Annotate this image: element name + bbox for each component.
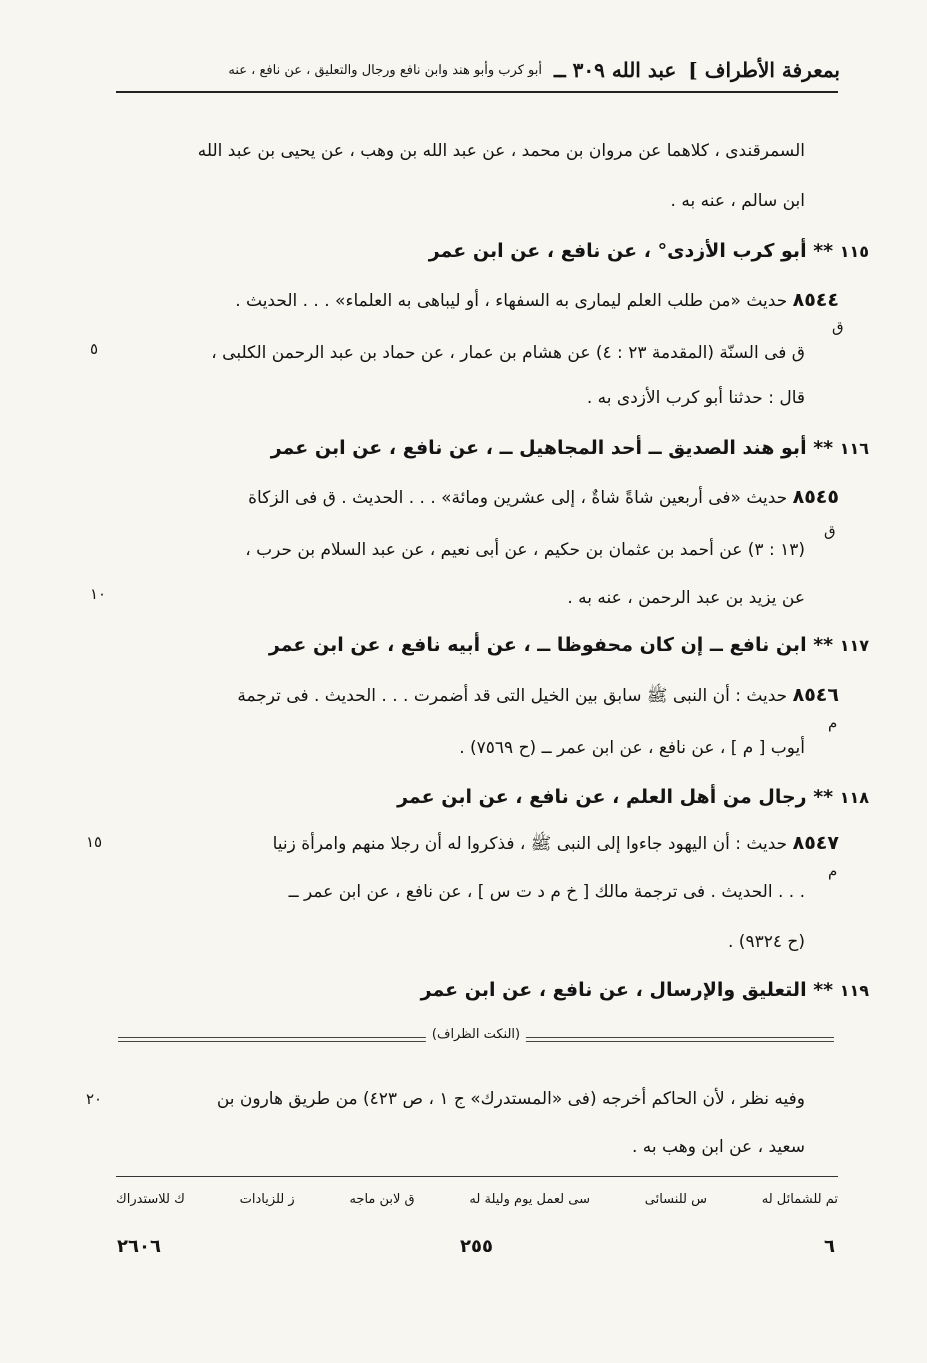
entry-heading xyxy=(397,785,869,810)
entry-heading xyxy=(269,633,869,658)
entry-title: ** التعليق والإرسال ، عن نافع ، عن ابن عمر xyxy=(420,979,834,1001)
entry-number: ١١٧ xyxy=(839,636,869,655)
entry-heading xyxy=(421,978,869,1003)
header-section: عبد الله ٣٠٩ ــ xyxy=(553,58,677,82)
legend-item: ك للاستدراك xyxy=(116,1192,185,1207)
text-line: السمرقندى ، كلاهما عن مروان بن محمد ، عن عبد الله بن وهب ، عن يحيى بن عبد الله xyxy=(197,141,805,161)
hadith-number: ٨٥٤٥ xyxy=(792,486,839,508)
entry-title: ** ابن نافع ــ إن كان محفوظا ــ ، عن أبيه نافع ، عن ابن عمر xyxy=(268,634,834,656)
entry-title: ** رجال من أهل العلم ، عن نافع ، عن ابن عمر xyxy=(397,786,834,808)
siglum-margin: م xyxy=(828,862,838,880)
hadith-line xyxy=(248,485,839,510)
legend-item: س للنسائى xyxy=(644,1192,707,1207)
hadith-number: ٨٥٤٤ xyxy=(792,289,839,311)
note-line: وفيه نظر ، لأن الحاكم أخرجه (فى «المستدرك» ج ١ ، ص ٤٢٣) من طريق هارون بن xyxy=(216,1089,805,1109)
hadith-text: حديث «فى أربعين شاةً شاةٌ ، إلى عشرين ومائة» . . . الحديث . ق فى الزكاة xyxy=(248,488,788,508)
siglum-margin: ق xyxy=(832,318,844,336)
line-number-margin: ١٠ xyxy=(90,585,107,603)
hadith-number: ٨٥٤٧ xyxy=(792,832,839,854)
entry-title: ** أبو كرب الأزدى° ، عن نافع ، عن ابن عمر xyxy=(428,240,834,262)
legend-item: ق لابن ماجه xyxy=(349,1192,415,1207)
siglum-margin: ق xyxy=(824,522,836,540)
entry-title: ** أبو هند الصديق ــ أحد المجاهيل ــ ، عن نافع ، عن ابن عمر xyxy=(270,437,834,459)
entry-heading xyxy=(271,436,869,461)
header-subtitle: أبو كرب وأبو هند وابن نافع ورجال والتعليق ، عن نافع ، عنه xyxy=(228,62,542,78)
line-number-margin: ٥ xyxy=(90,340,99,358)
hadith-line xyxy=(235,288,839,313)
siglum-margin: م xyxy=(828,714,838,732)
hadith-number: ٨٥٤٦ xyxy=(792,684,839,706)
hadith-text: حديث : أن اليهود جاءوا إلى النبى ﷺ ، فذكروا له أن رجلا منهم وامرأة زنيا xyxy=(272,834,788,854)
notes-separator xyxy=(118,1027,834,1046)
hadith-line xyxy=(273,831,839,856)
text-line: (١٣ : ٣) عن أحمد بن عثمان بن حكيم ، عن أبى نعيم ، عن عبد السلام بن حرب ، xyxy=(245,540,805,560)
note-line: سعيد ، عن ابن وهب به . xyxy=(631,1137,805,1157)
volume-number: ٦ xyxy=(824,1236,835,1257)
hadith-text: حديث «من طلب العلم ليمارى به السفهاء ، أو ليباهى به العلماء» . . . الحديث . xyxy=(235,291,788,311)
running-header xyxy=(112,50,840,90)
page-number: ٢٥٥ xyxy=(460,1236,493,1257)
serial-page-number: ٢٦٠٦ xyxy=(117,1236,161,1257)
entry-heading xyxy=(429,239,869,264)
legend-item: تم للشمائل له xyxy=(761,1192,838,1207)
entry-number: ١١٦ xyxy=(839,439,869,458)
entry-number: ١١٩ xyxy=(839,981,869,1000)
legend-item: سى لعمل يوم وليلة له xyxy=(469,1192,591,1207)
separator-label: (النكت الظراف) xyxy=(426,1027,526,1042)
text-line: أيوب [ م ] ، عن نافع ، عن ابن عمر ــ (ح ٧٥٦٩) . xyxy=(459,738,805,758)
entry-number: ١١٨ xyxy=(839,788,869,807)
text-line: (ح ٩٣٢٤) . xyxy=(728,932,805,952)
entry-number: ١١٥ xyxy=(839,242,869,261)
text-line: قال : حدثنا أبو كرب الأزدى به . xyxy=(586,388,805,408)
sigla-legend xyxy=(116,1192,838,1207)
legend-item: ز للزيادات xyxy=(239,1192,295,1207)
header-topic: بمعرفة الأطراف ] xyxy=(688,58,840,82)
text-line: عن يزيد بن عبد الرحمن ، عنه به . xyxy=(567,588,805,608)
text-line: ق فى السنّة (المقدمة ٢٣ : ٤) عن هشام بن عمار ، عن حماد بن عبد الرحمن الكلبى ، xyxy=(211,343,805,363)
hadith-text: حديث : أن النبى ﷺ سابق بين الخيل التى قد أضمرت . . . الحديث . فى ترجمة xyxy=(237,686,788,706)
footer-rule xyxy=(116,1176,838,1177)
header-rule xyxy=(116,91,838,93)
line-number-margin: ١٥ xyxy=(86,833,103,851)
line-number-margin: ٢٠ xyxy=(86,1090,103,1108)
hadith-line xyxy=(237,683,839,708)
text-line: ابن سالم ، عنه به . xyxy=(670,191,805,211)
text-line: . . . الحديث . فى ترجمة مالك [ خ م د ت س ] ، عن نافع ، عن ابن عمر ــ xyxy=(288,882,805,902)
